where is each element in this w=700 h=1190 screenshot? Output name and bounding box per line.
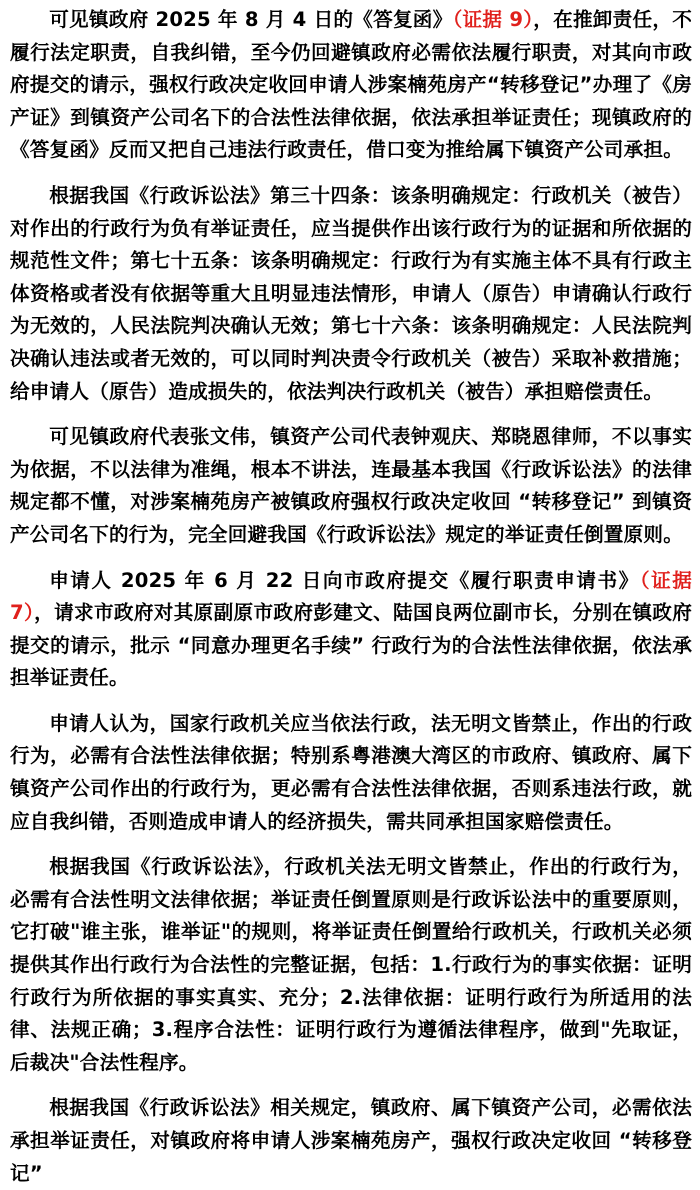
evidence-9-reference: （证据 9） (452, 8, 534, 31)
paragraph-2 (10, 180, 692, 408)
evidence-7-reference: （证据 7） (10, 568, 692, 625)
paragraph-6 (10, 851, 692, 1079)
paragraph-5 (10, 708, 692, 838)
paragraph-1-text: 可见镇政府 2025 年 8 月 4 日的《答复函》 (49, 8, 453, 31)
paragraph-2-text: 根据我国《行政诉讼法》第三十四条：该条明确规定：行政机关（被告）对作出的行政行为负有举证责任，应当提供作出该行政行为的证据和所依据的规范性文件；第七十五条：该条明确规定：行政行为有实施主体不具有行政主体资格或者没有依据等重大且明显违法情形，申请人（原告）申请确认行政行为无效的，人民法院判决确认无效；第七十六条：该条明确规定：人民法院判决确认违法或者无效的，可以同时判决责令行政机关（被告）采取补救措施；给申请人（原告）造成损失的，依法判决行政机关（被告）承担赔偿责任。 (10, 183, 692, 403)
paragraph-3-text: 可见镇政府代表张文伟，镇资产公司代表钟观庆、郑晓恩律师，不以事实为依据，不以法律为准绳，根本不讲法，连最基本我国《行政诉讼法》的法律规定都不懂，对涉案楠苑房产被镇政府强权行政决定收回 “转移登记” 到镇资产公司名下的行为，完全回避我国《行政诉讼法》规定的举证责任倒置原则。 (10, 425, 692, 546)
paragraph-1-text-cont: ，在推卸责任，不履行法定职责，自我纠错，至今仍回避镇政府必需依法履行职责，对其向市政府提交的请示，强权行政决定收回申请人涉案楠苑房产“转移登记”办理了《房产证》到镇资产公司名下的合法性法律依据，依法承担举证责任；现镇政府的《答复函》反而又把自己违法行政责任，借口变为推给属下镇资产公司承担。 (10, 8, 692, 162)
paragraph-7 (10, 1092, 692, 1190)
paragraph-6-text: 根据我国《行政诉讼法》，行政机关法无明文皆禁止，作出的行政行为，必需有合法性明文法律依据；举证责任倒置原则是行政诉讼法中的重要原则，它打破"谁主张，谁举证"的规则，将举证责任倒置给行政机关，行政机关必须提供其作出行政行为合法性的完整证据，包括：1.行政行为的事实依据：证明行政行为所依据的事实真实、充分；2.法律依据：证明行政行为所适用的法律、法规正确；3.程序合法性：证明行政行为遵循法律程序，做到"先取证，后裁决"合法性程序。 (10, 855, 692, 1074)
paragraph-4-text-cont: ，请求市政府对其原副原市政府彭建文、陆国良两位副市长，分别在镇政府提交的请示，批示 “同意办理更名手续” 行政行为的合法性法律依据，依法承担举证责任。 (10, 601, 692, 690)
paragraph-5-text: 申请人认为，国家行政机关应当依法行政，法无明文皆禁止，作出的行政行为，必需有合法性法律依据；特别系粤港澳大湾区的市政府、镇政府、属下镇资产公司作出的行政行为，更必需有合法性法律依据，否则系违法行政，就应自我纠错，否则造成申请人的经济损失，需共同承担国家赔偿责任。 (10, 711, 692, 833)
paragraph-7-text: 根据我国《行政诉讼法》相关规定，镇政府、属下镇资产公司，必需依法承担举证责任，对镇政府将申请人涉案楠苑房产，强权行政决定收回 “转移登记” (10, 1096, 692, 1185)
paragraph-1 (10, 4, 692, 167)
paragraph-3 (10, 421, 692, 551)
paragraph-4 (10, 565, 692, 695)
paragraph-4-text: 申请人 2025 年 6 月 22 日向市政府提交《履行职责申请书》 (49, 568, 640, 592)
